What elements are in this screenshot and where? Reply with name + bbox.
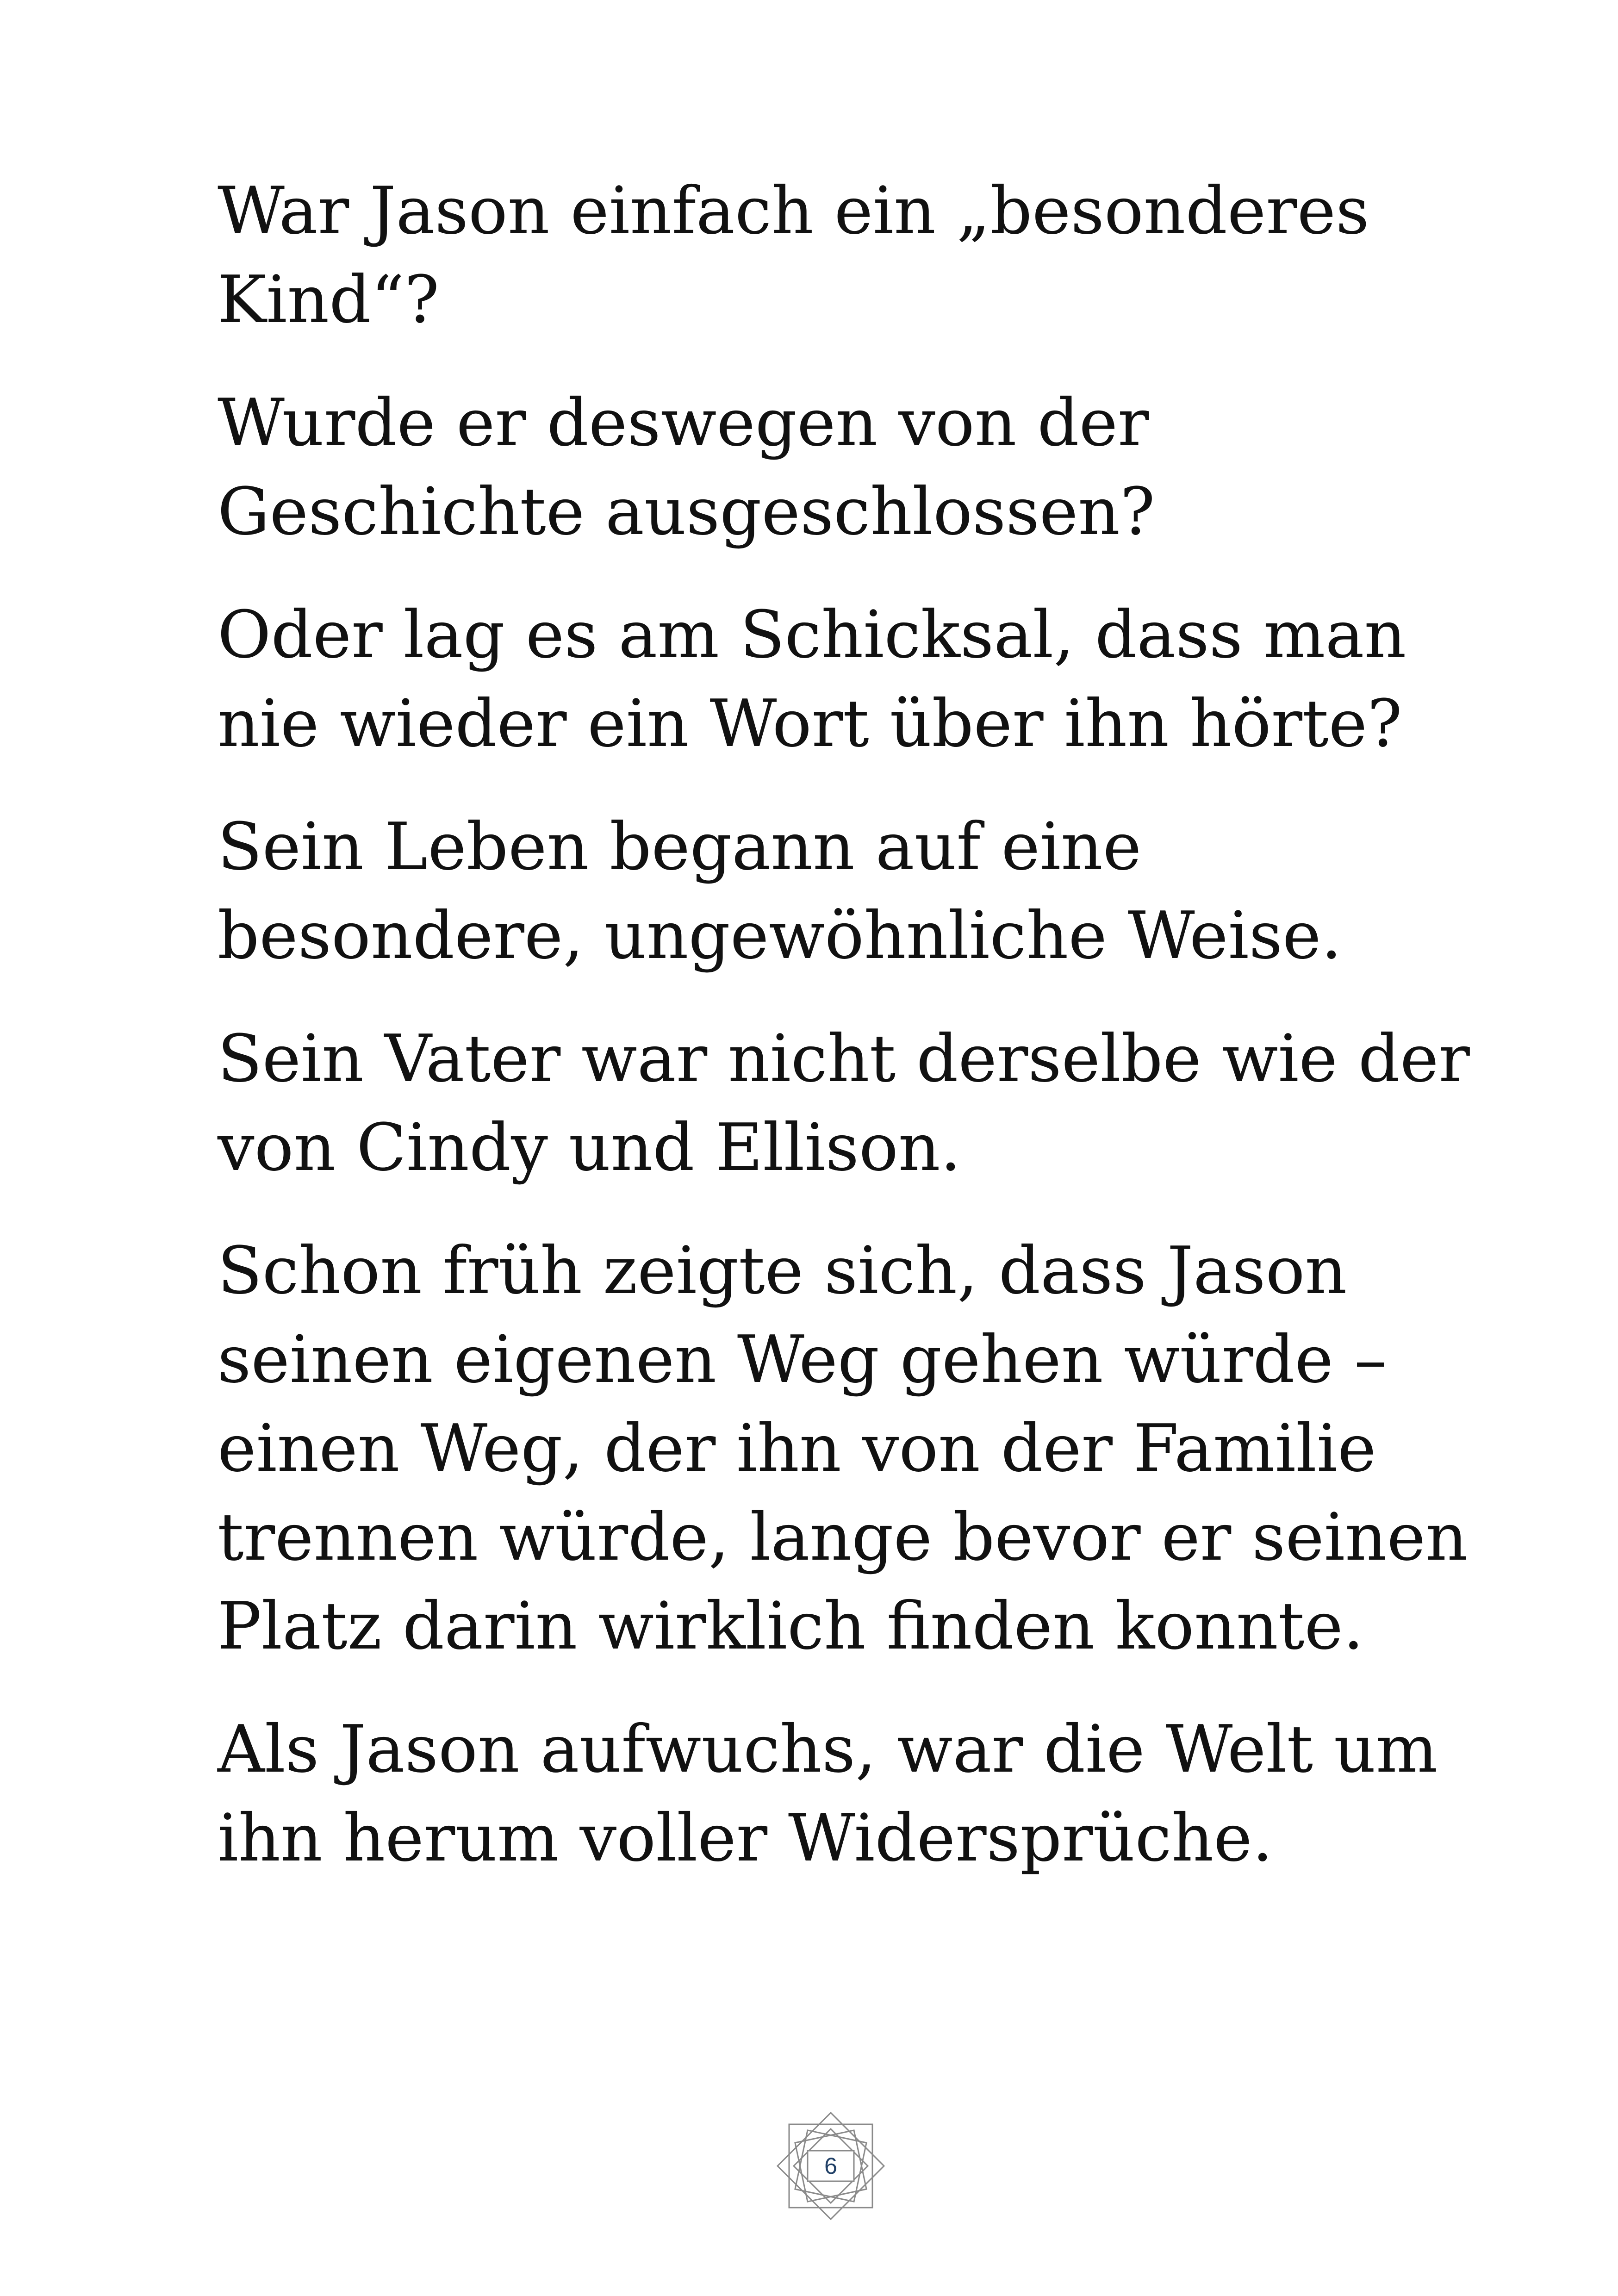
paragraph-2: Wurde er deswegen von der Geschichte ausgeschlossen? [218,385,1155,550]
paragraph-4: Sein Leben begann auf eine besondere, ungewöhnliche Weise. [218,809,1342,974]
paragraph-3: Oder lag es am Schicksal, dass man nie wieder ein Wort über ihn hörte? [218,597,1406,762]
paragraph-5: Sein Vater war nicht derselbe wie der von Cindy und Ellison. [218,1021,1470,1186]
page-footer [773,2108,889,2224]
paragraph-7: Als Jason aufwuchs, war die Welt um ihn herum voller Widersprüche. [218,1711,1438,1876]
body-text [218,167,1476,1917]
paragraph-1: War Jason einfach ein „besonderes Kind“? [218,173,1369,338]
paragraph-6: Schon früh zeigte sich, dass Jason seinen eigenen Weg gehen würde – einen Weg, der ihn von der Familie trennen würde, lange bevor er seinen Platz darin wirklich finden konnte. [218,1233,1468,1664]
page-number: 6 [824,2153,837,2179]
